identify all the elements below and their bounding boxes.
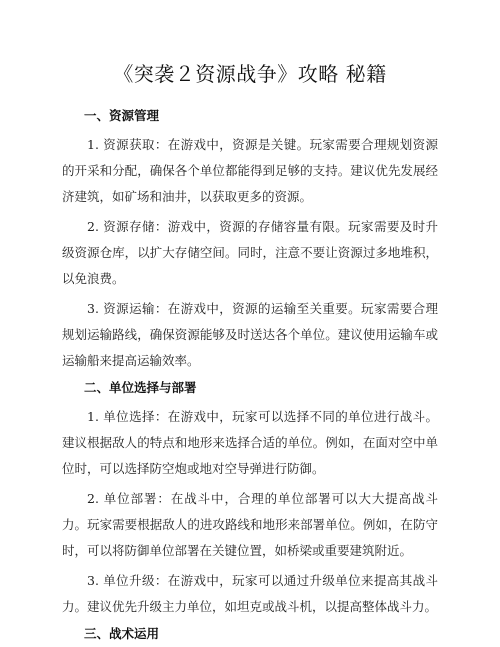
paragraph-resource-storage: 2. 资源存储：游戏中，资源的存储容量有限。玩家需要及时升级资源仓库，以扩大存储空间。同时，注意不要让资源过多地堆积，以免浪费。 (62, 219, 438, 286)
section-heading: 一、资源管理 (84, 108, 160, 123)
paragraph-resource-transport: 3. 资源运输：在游戏中，资源的运输至关重要。玩家需要合理规划运输路线，确保资源能够及时送达各个单位。建议使用运输车或运输船来提高运输效率。 (62, 301, 438, 368)
section-unit-selection (62, 378, 438, 620)
page-title: 《突袭２资源战争》攻略 秘籍 (113, 62, 387, 86)
section-heading: 二、单位选择与部署 (84, 380, 197, 395)
section-heading: 三、战术运用 (84, 626, 160, 641)
section-resource-management (62, 106, 438, 374)
paragraph-resource-acquisition: 1. 资源获取：在游戏中，资源是关键。玩家需要合理规划资源的开采和分配，确保各个单位都能得到足够的支持。建议优先发展经济建筑，如矿场和油井，以获取更多的资源。 (62, 137, 438, 204)
paragraph-unit-deployment: 2. 单位部署：在战斗中，合理的单位部署可以大大提高战斗力。玩家需要根据敌人的进攻路线和地形来部署单位。例如，在防守时，可以将防御单位部署在关键位置，如桥梁或重要建筑附近。 (62, 491, 438, 558)
section-tactics (62, 624, 438, 644)
paragraph-unit-upgrade: 3. 单位升级：在游戏中，玩家可以通过升级单位来提高其战斗力。建议优先升级主力单位，如坦克或战斗机，以提高整体战斗力。 (62, 573, 438, 614)
paragraph-unit-selection: 1. 单位选择：在游戏中，玩家可以选择不同的单位进行战斗。建议根据敌人的特点和地形来选择合适的单位。例如，在面对空中单位时，可以选择防空炮或地对空导弹进行防御。 (62, 409, 438, 476)
